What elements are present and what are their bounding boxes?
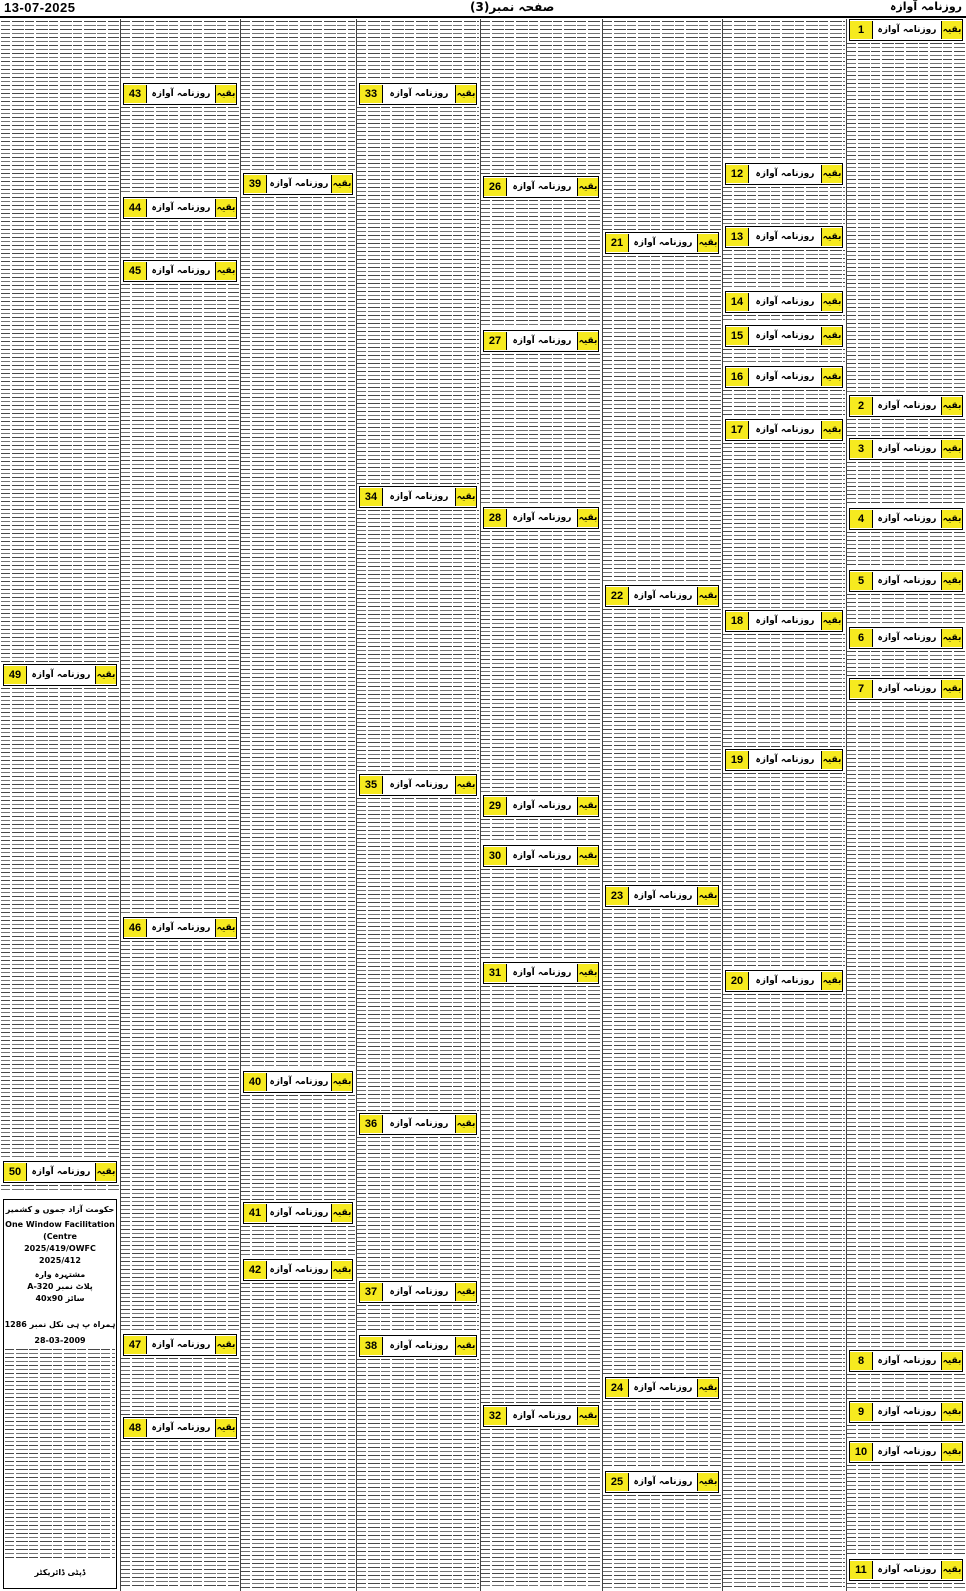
notice-line: حکومت آزاد جموں و کشمیر [5,1205,115,1214]
continuation-number: 9 [850,1403,873,1421]
continuation-icon: بقیہ [215,199,236,217]
continuation-box [849,678,963,700]
continuation-label: روزنامہ آوازہ [512,801,572,811]
continuation-number: 33 [360,85,383,103]
article-text-block [723,349,845,364]
continuation-number: 5 [850,572,873,590]
continuation-icon: بقیہ [455,85,476,103]
continuation-box [123,83,237,105]
continuation-box [849,570,963,592]
article-text-block [357,510,479,772]
continuation-label: روزنامہ آوازہ [512,851,572,861]
continuation-label: روزنامہ آوازہ [877,444,937,454]
continuation-label: روزنامہ آوازہ [389,780,449,790]
continuation-label: روزنامہ آوازہ [151,923,211,933]
continuation-icon: بقیہ [941,397,962,415]
notice-text-block [5,1349,115,1561]
continuation-label: روزنامہ آوازہ [269,1077,329,1087]
continuation-label: روزنامہ آوازہ [512,513,572,523]
article-text-block [481,200,601,328]
continuation-number: 21 [606,234,629,252]
continuation-box [3,1161,117,1183]
continuation-number: 18 [726,612,749,630]
continuation-box [725,325,843,347]
article-text-block [121,107,239,195]
continuation-icon: بقیہ [697,1379,718,1397]
continuation-icon: بقیہ [331,175,352,193]
continuation-label: روزنامہ آوازہ [389,492,449,502]
article-text-block [603,256,721,583]
continuation-label: روزنامہ آوازہ [389,1287,449,1297]
article-text-block [481,354,601,505]
continuation-label: روزنامہ آوازہ [31,1167,91,1177]
article-text-block [723,390,845,417]
continuation-box [849,508,963,530]
continuation-label: روزنامہ آوازہ [877,1565,937,1575]
continuation-icon: بقیہ [215,262,236,280]
continuation-icon: بقیہ [215,1336,236,1354]
continuation-label: روزنامہ آوازہ [512,336,572,346]
article-text-block [847,594,965,625]
continuation-number: 1 [850,21,873,39]
continuation-icon: بقیہ [95,666,116,684]
article-text-block [723,187,845,224]
continuation-number: 47 [124,1336,147,1354]
article-text-block [481,986,601,1403]
continuation-icon: بقیہ [577,509,598,527]
continuation-box [243,1071,353,1093]
article-text-block [847,702,965,1348]
continuation-box [483,1405,599,1427]
continuation-number: 44 [124,199,147,217]
article-text-block [121,941,239,1332]
article-text-block [121,284,239,915]
continuation-box [849,1401,963,1423]
column-5 [481,19,601,1591]
continuation-label: روزنامہ آوازہ [151,1423,211,1433]
continuation-label: روزنامہ آوازہ [151,89,211,99]
continuation-number: 50 [4,1163,27,1181]
article-text-block [847,1465,965,1557]
continuation-icon: بقیہ [941,21,962,39]
continuation-box [483,795,599,817]
continuation-label: روزنامہ آوازہ [755,297,815,307]
article-text-block [847,651,965,676]
continuation-icon: بقیہ [455,1283,476,1301]
continuation-icon: بقیہ [941,1443,962,1461]
article-text-block [357,107,479,484]
continuation-box [849,1441,963,1463]
column-separator [240,19,241,1591]
continuation-box [849,395,963,417]
continuation-box [359,1113,477,1135]
notice-line: 28-03-2009 [34,1336,86,1345]
continuation-box [849,627,963,649]
continuation-number: 3 [850,440,873,458]
continuation-box [359,774,477,796]
continuation-number: 11 [850,1561,873,1579]
continuation-number: 15 [726,327,749,345]
continuation-label: روزنامہ آوازہ [877,633,937,643]
continuation-icon: بقیہ [577,964,598,982]
continuation-icon: بقیہ [821,368,842,386]
notice-line: 2025/412 [39,1256,81,1265]
continuation-label: روزنامہ آوازہ [755,425,815,435]
continuation-icon: بقیہ [821,612,842,630]
continuation-number: 46 [124,919,147,937]
continuation-icon: بقیہ [455,488,476,506]
article-text-block [847,43,965,393]
continuation-box [849,438,963,460]
column-6 [603,19,721,1591]
article-text-block [241,1226,355,1257]
continuation-icon: بقیہ [455,1337,476,1355]
notice-line: ہمراہ پ ہی نکل نمبر 1286 [4,1320,116,1329]
continuation-box [605,885,719,907]
article-text-block [723,315,845,323]
continuation-icon: بقیہ [95,1163,116,1181]
continuation-number: 49 [4,666,27,684]
continuation-icon: بقیہ [577,1407,598,1425]
article-text-block [723,250,845,289]
continuation-icon: بقیہ [821,327,842,345]
article-text-block [603,1495,721,1589]
continuation-number: 45 [124,262,147,280]
continuation-icon: بقیہ [697,587,718,605]
continuation-label: روزنامہ آوازہ [877,1447,937,1457]
article-text-block [357,1305,479,1333]
notice-line: One Window Facilitation [5,1220,115,1229]
continuation-icon: بقیہ [941,1561,962,1579]
continuation-icon: بقیہ [697,1473,718,1491]
article-text-block [121,21,239,81]
continuation-label: روزنامہ آوازہ [755,169,815,179]
article-text-block [723,634,845,747]
continuation-label: روزنامہ آوازہ [755,331,815,341]
notice-line: پلاٹ نمبر 320-A [27,1282,93,1291]
continuation-box [243,173,353,195]
header-rule [0,16,966,18]
article-text-block [603,909,721,1375]
column-8 [847,19,965,1591]
continuation-box [725,749,843,771]
continuation-box [359,1335,477,1357]
continuation-label: روزنامہ آوازہ [151,266,211,276]
continuation-box [725,970,843,992]
article-text-block [847,462,965,506]
continuation-label: روزنامہ آوازہ [755,755,815,765]
column-4 [357,19,479,1591]
continuation-number: 22 [606,587,629,605]
continuation-number: 41 [244,1204,267,1222]
continuation-box [483,845,599,867]
continuation-label: روزنامہ آوازہ [877,1356,937,1366]
continuation-number: 37 [360,1283,383,1301]
continuation-label: روزنامہ آوازہ [389,89,449,99]
continuation-icon: بقیہ [215,1419,236,1437]
continuation-label: روزنامہ آوازہ [877,1407,937,1417]
continuation-icon: بقیہ [941,629,962,647]
continuation-icon: بقیہ [577,332,598,350]
continuation-number: 48 [124,1419,147,1437]
article-text-block [241,1283,355,1589]
continuation-number: 43 [124,85,147,103]
article-text-block [481,1429,601,1589]
continuation-box [123,197,237,219]
continuation-number: 34 [360,488,383,506]
continuation-icon: بقیہ [331,1204,352,1222]
continuation-icon: بقیہ [455,1115,476,1133]
continuation-box [849,19,963,41]
continuation-box [849,1559,963,1581]
article-text-block [481,21,601,174]
continuation-number: 12 [726,165,749,183]
column-2 [121,19,239,1591]
continuation-number: 19 [726,751,749,769]
continuation-label: روزنامہ آوازہ [512,182,572,192]
columns-area [0,19,966,1591]
continuation-number: 40 [244,1073,267,1091]
notice-line: (Centre [43,1232,77,1241]
continuation-icon: بقیہ [821,165,842,183]
article-text-block [357,1137,479,1279]
article-text-block [241,1095,355,1200]
continuation-icon: بقیہ [697,887,718,905]
continuation-label: روزنامہ آوازہ [633,1383,693,1393]
continuation-label: روزنامہ آوازہ [633,1477,693,1487]
article-text-block [847,1425,965,1439]
column-separator [480,19,481,1591]
continuation-box [123,1417,237,1439]
column-separator [722,19,723,1591]
article-text-block [357,21,479,81]
continuation-icon: بقیہ [821,228,842,246]
continuation-number: 4 [850,510,873,528]
column-1 [1,19,119,1591]
continuation-icon: بقیہ [941,1403,962,1421]
continuation-label: روزنامہ آوازہ [755,232,815,242]
continuation-box [359,1281,477,1303]
continuation-icon: بقیہ [577,797,598,815]
continuation-icon: بقیہ [577,178,598,196]
continuation-box [849,1350,963,1372]
article-text-block [1,688,119,1159]
continuation-icon: بقیہ [941,680,962,698]
article-text-block [603,21,721,230]
continuation-label: روزنامہ آوازہ [151,203,211,213]
continuation-number: 31 [484,964,507,982]
continuation-box [483,962,599,984]
continuation-icon: بقیہ [821,751,842,769]
article-text-block [603,609,721,883]
article-text-block [241,197,355,1069]
article-text-block [241,21,355,171]
article-text-block [357,1359,479,1589]
column-separator [602,19,603,1591]
continuation-box [725,610,843,632]
article-text-block [847,1374,965,1399]
article-text-block [723,994,845,1589]
continuation-box [605,1377,719,1399]
continuation-number: 24 [606,1379,629,1397]
page-number-label: صفحہ نمبر(3) [470,0,555,14]
continuation-number: 28 [484,509,507,527]
continuation-label: روزنامہ آوازہ [877,401,937,411]
article-text-block [1,21,119,662]
continuation-number: 42 [244,1261,267,1279]
continuation-number: 13 [726,228,749,246]
continuation-box [483,176,599,198]
continuation-number: 10 [850,1443,873,1461]
continuation-icon: بقیہ [941,572,962,590]
continuation-number: 2 [850,397,873,415]
continuation-icon: بقیہ [331,1073,352,1091]
article-text-block [481,819,601,843]
notice-line: 2025/419/OWFC [24,1244,96,1253]
continuation-box [605,232,719,254]
column-separator [846,19,847,1591]
continuation-label: روزنامہ آوازہ [877,514,937,524]
continuation-icon: بقیہ [941,1352,962,1370]
continuation-label: روزنامہ آوازہ [877,576,937,586]
continuation-number: 30 [484,847,507,865]
continuation-number: 32 [484,1407,507,1425]
continuation-icon: بقیہ [331,1261,352,1279]
continuation-label: روزنامہ آوازہ [755,616,815,626]
continuation-label: روزنامہ آوازہ [269,179,329,189]
column-7 [723,19,845,1591]
continuation-number: 36 [360,1115,383,1133]
continuation-number: 26 [484,178,507,196]
continuation-box [483,507,599,529]
continuation-label: روزنامہ آوازہ [31,670,91,680]
continuation-icon: بقیہ [577,847,598,865]
continuation-box [243,1259,353,1281]
column-separator [356,19,357,1591]
continuation-label: روزنامہ آوازہ [389,1119,449,1129]
continuation-icon: بقیہ [821,293,842,311]
article-text-block [847,532,965,568]
continuation-label: روزنامہ آوازہ [633,891,693,901]
article-text-block [481,869,601,960]
continuation-box [123,260,237,282]
paper-name: روزنامہ آوازہ [889,0,962,13]
continuation-box [483,330,599,352]
notice-line: ڈپٹی ڈائریکٹر [34,1568,86,1577]
article-text-block [723,443,845,608]
continuation-number: 39 [244,175,267,193]
article-text-block [847,419,965,436]
continuation-box [3,664,117,686]
continuation-box [605,585,719,607]
continuation-box [359,83,477,105]
article-text-block [481,531,601,793]
continuation-label: روزنامہ آوازہ [877,684,937,694]
continuation-label: روزنامہ آوازہ [633,591,693,601]
continuation-icon: بقیہ [941,510,962,528]
issue-date: 13-07-2025 [4,0,76,15]
article-text-block [357,798,479,1111]
continuation-label: روزنامہ آوازہ [389,1341,449,1351]
continuation-label: روزنامہ آوازہ [877,25,937,35]
continuation-icon: بقیہ [455,776,476,794]
continuation-icon: بقیہ [821,972,842,990]
notice-line: مشتہرہ وارہ [34,1270,86,1279]
continuation-box [725,291,843,313]
continuation-number: 17 [726,421,749,439]
continuation-label: روزنامہ آوازہ [269,1208,329,1218]
continuation-box [359,486,477,508]
continuation-number: 14 [726,293,749,311]
article-text-block [121,1441,239,1589]
continuation-icon: بقیہ [215,85,236,103]
continuation-number: 25 [606,1473,629,1491]
continuation-number: 7 [850,680,873,698]
continuation-number: 27 [484,332,507,350]
continuation-icon: بقیہ [215,919,236,937]
continuation-label: روزنامہ آوازہ [633,238,693,248]
article-text-block [1,1185,119,1192]
continuation-icon: بقیہ [941,440,962,458]
article-text-block [121,221,239,258]
continuation-number: 29 [484,797,507,815]
article-text-block [603,1401,721,1469]
continuation-number: 6 [850,629,873,647]
continuation-number: 35 [360,776,383,794]
continuation-label: روزنامہ آوازہ [512,1411,572,1421]
column-separator [120,19,121,1591]
continuation-number: 8 [850,1352,873,1370]
continuation-number: 38 [360,1337,383,1355]
continuation-label: روزنامہ آوازہ [269,1265,329,1275]
article-text-block [847,1583,965,1589]
continuation-box [123,1334,237,1356]
continuation-label: روزنامہ آوازہ [755,976,815,986]
continuation-box [725,226,843,248]
continuation-number: 20 [726,972,749,990]
continuation-label: روزنامہ آوازہ [151,1340,211,1350]
article-text-block [723,21,845,161]
continuation-box [123,917,237,939]
continuation-number: 16 [726,368,749,386]
continuation-box [725,163,843,185]
continuation-number: 23 [606,887,629,905]
notice-line: سائز 40x90 [35,1294,85,1303]
continuation-box [725,366,843,388]
continuation-label: روزنامہ آوازہ [512,968,572,978]
continuation-box [605,1471,719,1493]
continuation-box [725,419,843,441]
continuation-icon: بقیہ [697,234,718,252]
continuation-label: روزنامہ آوازہ [755,372,815,382]
article-text-block [723,773,845,968]
article-text-block [121,1358,239,1415]
column-3 [241,19,355,1591]
continuation-icon: بقیہ [821,421,842,439]
continuation-box [243,1202,353,1224]
